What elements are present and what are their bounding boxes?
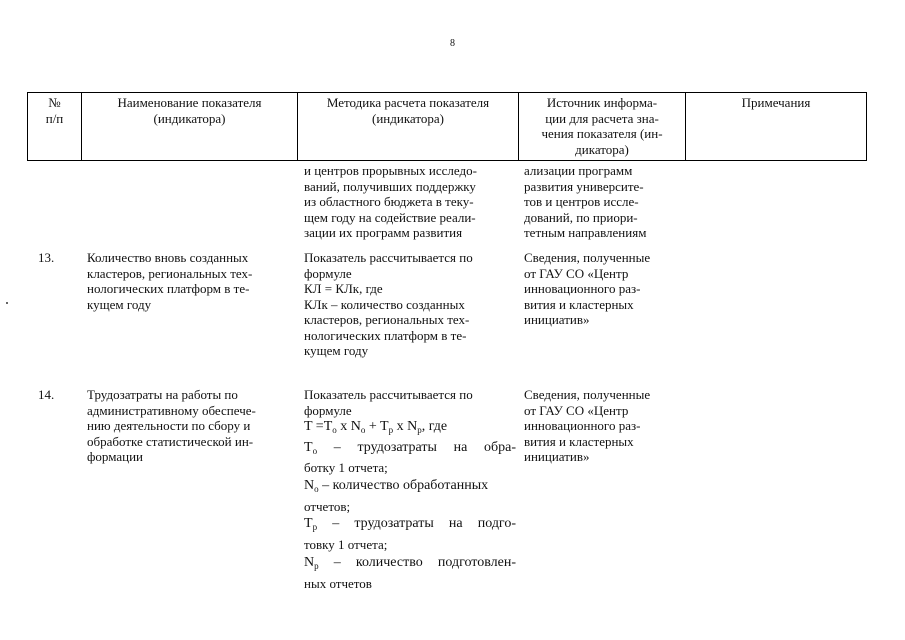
table-top-rule — [27, 92, 867, 93]
no-definition: $N_o$ – количество обработанных — [304, 477, 489, 494]
header-number: № п/п — [45, 95, 64, 126]
row-13-method: Показатель рассчитывается по формуле КЛ = КЛк, где КЛк – количество созданных кластеров, региональных тех- нологических платформ в те- кущем году — [304, 250, 473, 358]
row-13-number: 13. — [38, 250, 55, 265]
header-indicator-name: Наименование показателя (индикатора) — [117, 95, 262, 126]
header-data-source: Источник информа- ции для расчета зна- чения показателя (ин- дикатора) — [541, 95, 663, 157]
tp-definition: $T_p$ – трудозатраты на подго- — [304, 516, 516, 532]
continuation-source: ализации программ развития университе- тов и центров иссле- дований, по приори- тетным направлениям — [524, 163, 647, 240]
page-number: 8 — [450, 38, 455, 49]
scan-speck — [6, 302, 8, 304]
row-13-name: Количество вновь созданных кластеров, региональных тех- нологических платформ в те- кущем году — [87, 250, 253, 312]
row-13-source: Сведения, полученные от ГАУ СО «Центр инновационного раз- вития и кластерных инициатив» — [524, 250, 651, 327]
table-header-bottom-rule — [27, 160, 867, 161]
row-14-method: Показатель рассчитывается по формуле $T =T_o$ x $N_o + T_p$ x $N_p$, где $T_o$ – трудозатраты на обра- ботку 1 отчета; $N_o$ – количество обработанных отчетов; $T_p$ – трудозатраты на подго- товку 1 отчета; $N_p$ – количество подготовлен- ных отчетов — [304, 387, 516, 591]
continuation-method: и центров прорывных исследо- ваний, получивших поддержку из областного бюджета в теку- щем году на содействие реали- зации их программ развития — [304, 163, 477, 240]
formula: $T =T_o$ x $N_o + T_p$ x $N_p$, где — [304, 419, 448, 435]
header-calculation-method: Методика расчета показателя (индикатора) — [326, 95, 490, 126]
header-notes: Примечания — [741, 95, 811, 110]
row-14-number: 14. — [38, 387, 55, 402]
row-14-source: Сведения, полученные от ГАУ СО «Центр инновационного раз- вития и кластерных инициатив» — [524, 387, 651, 464]
np-definition: $N_p$ – количество подготовлен- — [304, 554, 516, 571]
table-right-rule — [866, 92, 867, 161]
to-definition: $T_o$ – трудозатраты на обра- — [304, 440, 516, 456]
row-14-name: Трудозатраты на работы по административному обеспече- нию деятельности по сбору и обработке статистической ин- формации — [87, 387, 256, 464]
